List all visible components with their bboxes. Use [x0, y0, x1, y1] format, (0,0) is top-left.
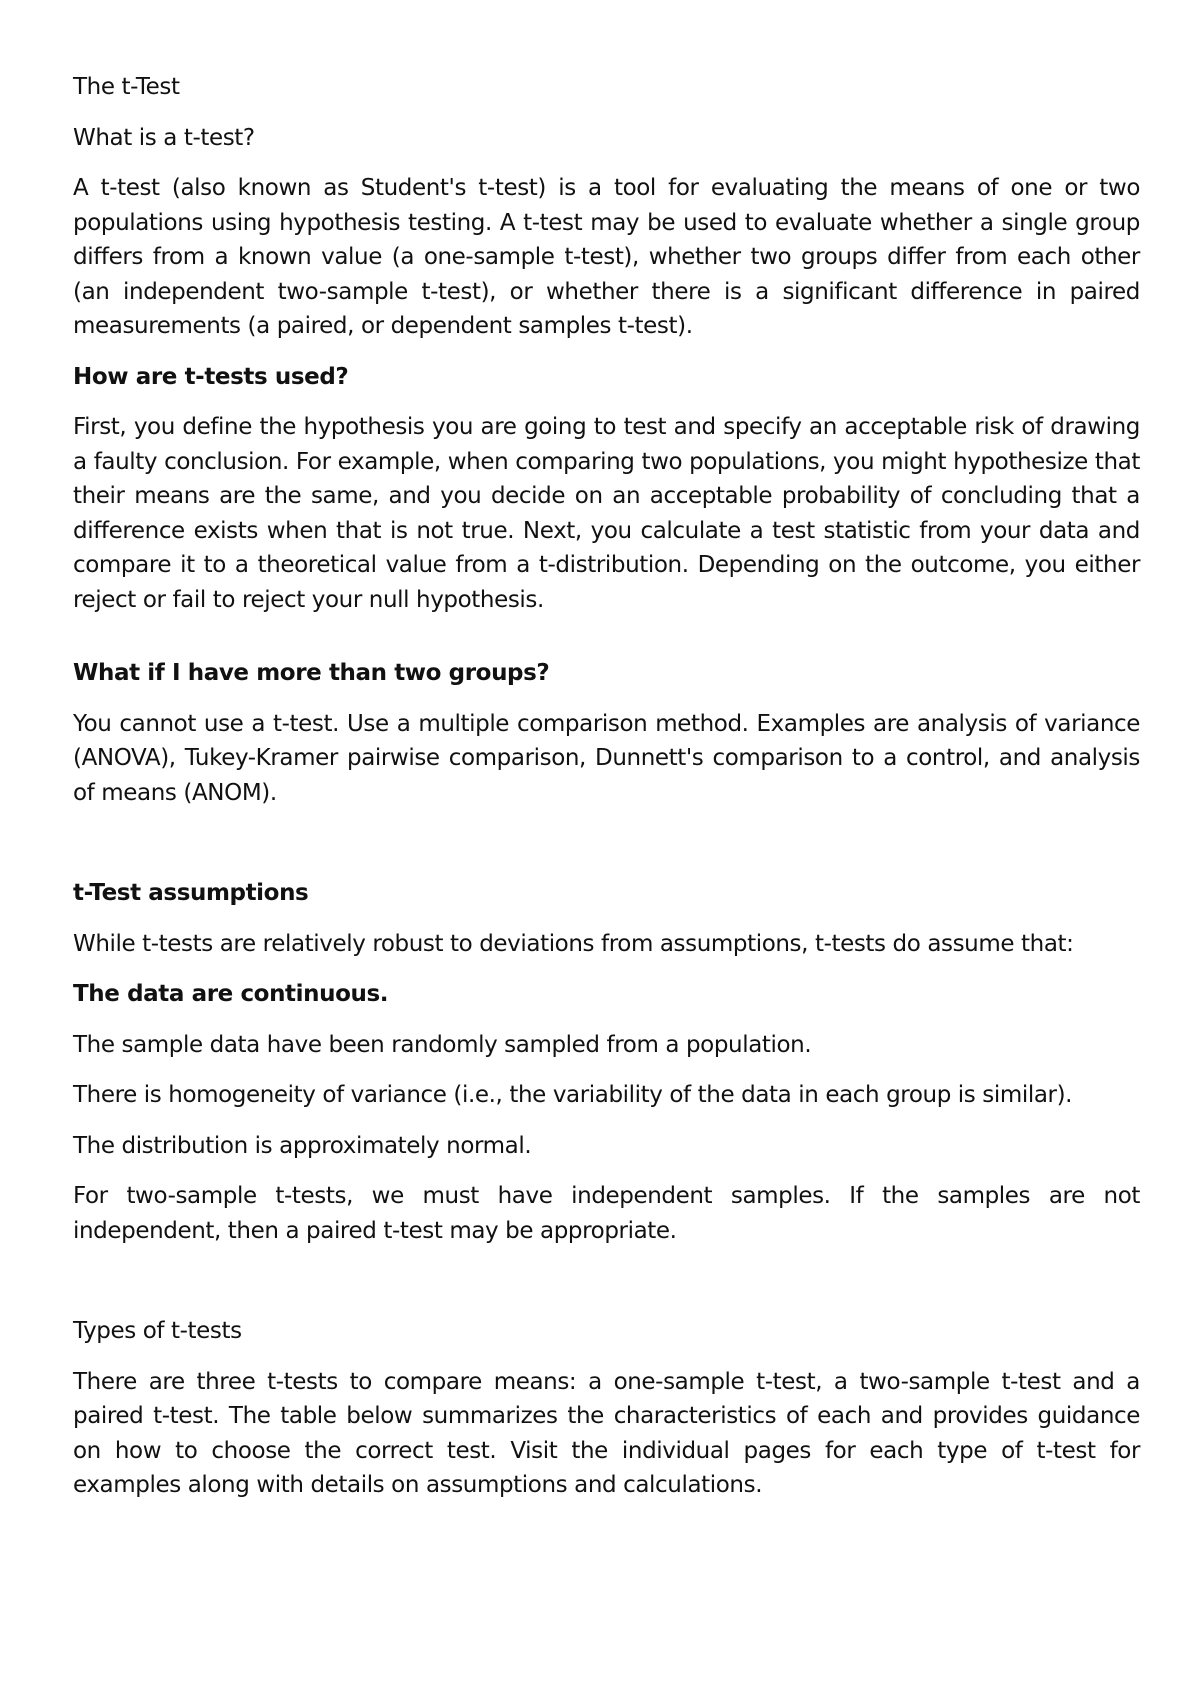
- assumption-continuous: The data are continuous.: [73, 981, 389, 1007]
- document-page: [73, 70, 1140, 1519]
- heading-more-than-two-groups: What if I have more than two groups?: [73, 660, 550, 686]
- heading-how-used: How are t-tests used?: [73, 363, 349, 390]
- paragraph-more-than-two-groups: You cannot use a t-test. Use a multiple comparison method. Examples are analysis of variance (ANOVA), Tukey-Kramer pairwise comparison, Dunnett's comparison to a control, and analysis of means (ANOM).: [73, 710, 1140, 806]
- heading-types: Types of t-tests: [73, 1318, 242, 1344]
- heading-assumptions: t-Test assumptions: [73, 880, 309, 906]
- assumption-random-sample: The sample data have been randomly sampled from a population.: [73, 1031, 812, 1058]
- assumption-homogeneity: There is homogeneity of variance (i.e., the variability of the data in each group is similar).: [73, 1082, 1073, 1108]
- paragraph-how-used: First, you define the hypothesis you are going to test and specify an acceptable risk of drawing a faulty conclusion. For example, when comparing two populations, you might hypothesize that their means are the same, and you decide on an acceptable probability of concluding that a difference exists when that is not true. Next, you calculate a test statistic from your data and compare it to a theoretical value from a t-distribution. Depending on the outcome, you either reject or fail to reject your null hypothesis.: [73, 414, 1140, 613]
- question-what-is-t-test: What is a t-test?: [73, 124, 255, 151]
- assumption-normal: The distribution is approximately normal.: [73, 1132, 532, 1159]
- paragraph-types: There are three t-tests to compare means: a one-sample t-test, a two-sample t-test and a paired t-test. The table below summarizes the characteristics of each and provides guidance on how to choose the correct test. Visit the individual pages for each type of t-test for examples along with details on assumptions and calculations.: [73, 1368, 1140, 1498]
- assumption-independent: For two-sample t-tests, we must have independent samples. If the samples are not independent, then a paired t-test may be appropriate.: [73, 1183, 1140, 1244]
- document-title: The t-Test: [73, 74, 180, 100]
- paragraph-definition: A t-test (also known as Student's t-test) is a tool for evaluating the means of one or two populations using hypothesis testing. A t-test may be used to evaluate whether a single group differs from a known value (a one-sample t-test), whether two groups differ from each other (an independent two-sample t-test), or whether there is a significant difference in paired measurements (a paired, or dependent samples t-test).: [73, 175, 1140, 339]
- paragraph-assumptions-intro: While t-tests are relatively robust to deviations from assumptions, t-tests do assume that:: [73, 930, 1074, 957]
